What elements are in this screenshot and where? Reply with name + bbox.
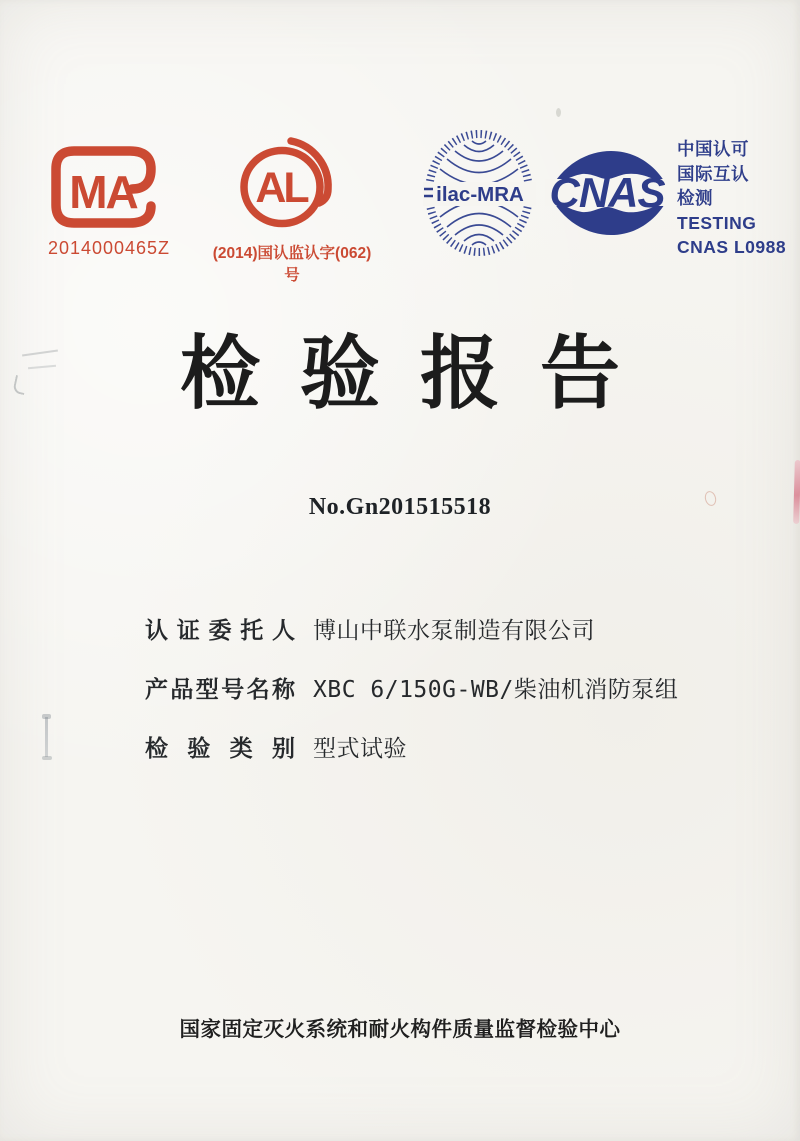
report-number: No.Gn201515518 [308, 494, 492, 520]
field-row-product-model [145, 671, 705, 704]
scan-speck [556, 108, 561, 117]
field-value: 博山中联水泵制造有限公司 [313, 618, 595, 644]
cnas-accreditation-text [677, 137, 797, 260]
field-row-inspection-type [145, 730, 705, 763]
accreditation-line: CNAS L0988 [677, 237, 787, 257]
scan-smudge [45, 717, 48, 757]
cal-certificate-number: (2014)国认监认字(062)号 [212, 245, 372, 284]
cnas-logo-icon [543, 148, 673, 237]
scan-smudge [42, 714, 51, 719]
field-row-applicant [145, 612, 705, 645]
field-label: 检验类别 [145, 735, 295, 761]
field-value: XBC 6/150G-WB/柴油机消防泵组 [313, 677, 679, 703]
cal-mark-text: AL [255, 164, 307, 212]
cma-certificate-number: 2014000465Z [47, 238, 171, 258]
ilac-mra-logo-icon [423, 128, 536, 258]
cnas-label: CNAS [549, 169, 665, 216]
report-fields [145, 612, 705, 789]
field-value: 型式试验 [313, 736, 407, 762]
field-label: 产品型号名称 [145, 676, 295, 702]
issuing-organization: 国家固定灭火系统和耐火构件质量监督检验中心 [179, 1018, 621, 1041]
ilac-mra-label: ilac-MRA [436, 183, 524, 206]
cma-mark-text: MA [69, 166, 137, 218]
report-title: 检验报告 [180, 329, 660, 418]
accreditation-line: TESTING [677, 212, 757, 233]
accreditation-line: 检测 [677, 188, 713, 208]
cma-logo-icon [46, 138, 166, 236]
accreditation-line: 中国认可 [677, 139, 749, 159]
scan-smudge [42, 756, 52, 760]
field-label: 认证委托人 [145, 617, 295, 643]
cal-logo-icon [231, 136, 351, 238]
accreditation-line: 国际互认 [677, 163, 749, 184]
